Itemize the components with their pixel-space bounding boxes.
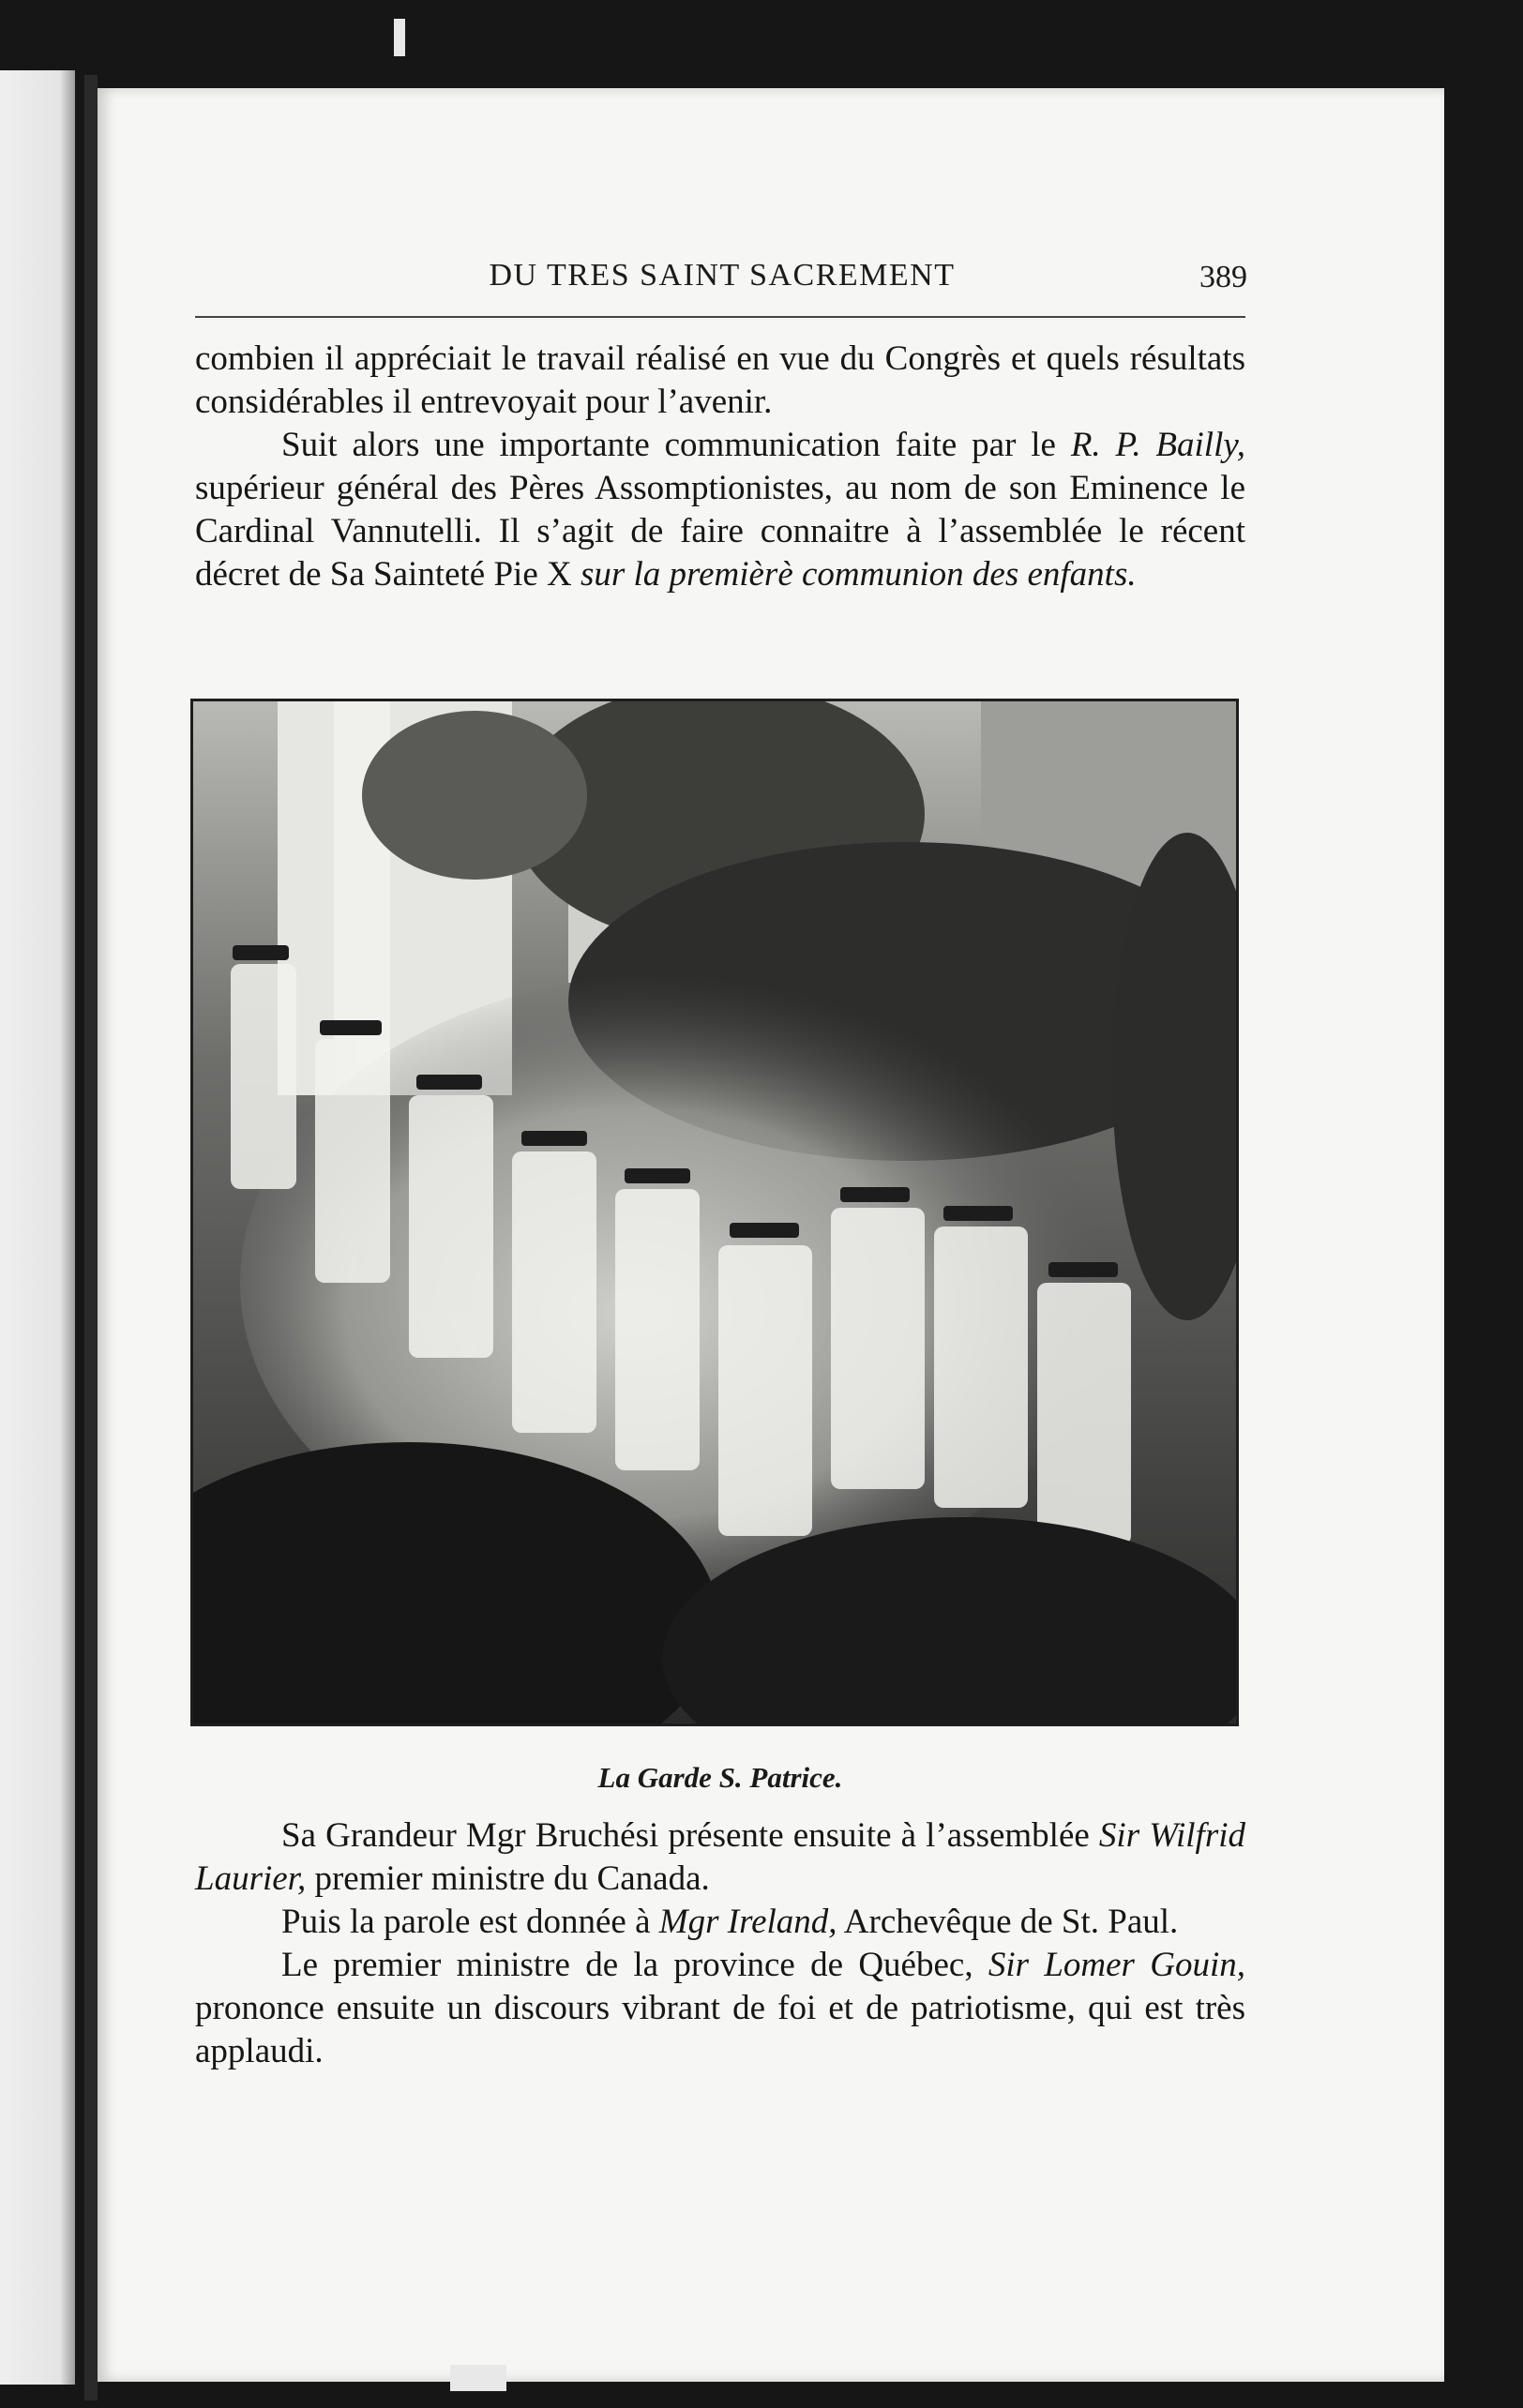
page-number: 389 — [1199, 260, 1247, 294]
facing-page-edge — [0, 70, 75, 2385]
scan-speck — [450, 2365, 506, 2391]
paragraph-5-text-c: prononce ensuite un discours vibrant de foi et de patriotisme, qui est très applaudi. — [195, 1989, 1245, 2070]
scan-speck — [394, 19, 405, 56]
paragraph-5 — [195, 1944, 1245, 2073]
paragraph-5-text-a: Le premier ministre de la province de Québec, — [281, 1946, 988, 1984]
paragraph-5-name: Sir Lomer Gouin, — [988, 1946, 1245, 1984]
book-gutter — [84, 75, 98, 2400]
paragraph-2-name: R. P. Bailly, — [1070, 426, 1245, 464]
paragraph-3-text-c: premier ministre du Canada. — [306, 1859, 710, 1898]
header-rule — [195, 316, 1245, 318]
running-head — [197, 254, 1247, 299]
paragraph-4-text-a: Puis la parole est donnée à — [281, 1903, 659, 1941]
paragraph-4-name: Mgr Ireland, — [658, 1903, 837, 1941]
paragraph-1: combien il appréciait le travail réalisé en vue du Congrès et quels résultats considérables il entrevoyait pour l’avenir. — [195, 339, 1245, 421]
photograph-garde-st-patrice — [190, 699, 1239, 1726]
paragraph-2-text-a: Suit alors une importante communication faite par le — [281, 426, 1071, 464]
text-block-top — [195, 338, 1245, 596]
paragraph-3 — [195, 1814, 1245, 1901]
text-block-bottom — [195, 1814, 1245, 2073]
paragraph-2-decree-title: sur la premièrè communion des enfants. — [580, 555, 1137, 594]
paragraph-2-text-c: supérieur général des Pères Assomptionistes, au nom de son Eminence le Cardinal Vannutelli. Il s’agit de faire connaitre à l’assemblée le récent décret de Sa Sainteté Pie X — [195, 469, 1245, 594]
paragraph-3-text-a: Sa Grandeur Mgr Bruchési présente ensuite à l’assemblée — [281, 1816, 1099, 1855]
paragraph-2 — [195, 424, 1245, 596]
paragraph-4 — [195, 1901, 1245, 1944]
paragraph-4-text-c: Archevêque de St. Paul. — [837, 1903, 1179, 1941]
running-title: DU TRES SAINT SACREMENT — [489, 258, 956, 293]
figure-caption: La Garde S. Patrice. — [597, 1761, 843, 1794]
paragraph-3-name: Sir Wilfrid Laurier, — [195, 1816, 1246, 1898]
